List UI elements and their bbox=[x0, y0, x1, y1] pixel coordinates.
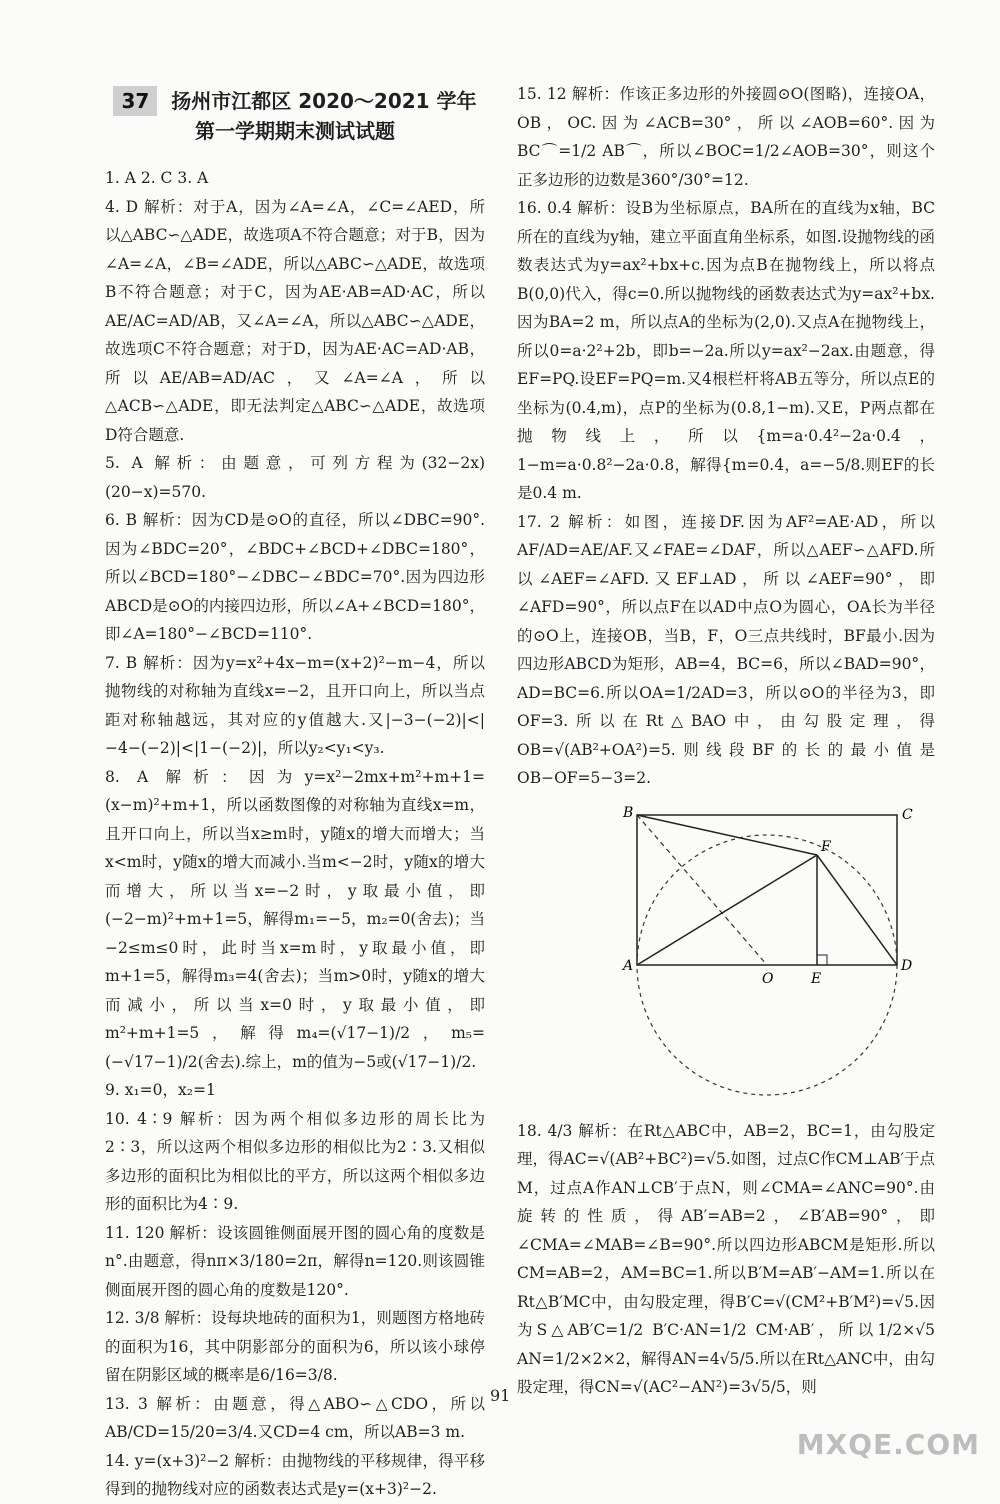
answer-item: 17. 2 解析：如图，连接DF.因为AF²=AE·AD，所以AF/AD=AE/AF.又∠FAE=∠DAF，所以△AEF∽△AFD.所以∠AEF=∠AFD.又EF⊥AD，所以∠AEF=90°，即∠AFD=90°，所以点F在以AD中点O为圆心，OA长为半径的⊙O上，连接OB，当B，F，O三点共线时，BF最小.因为四边形ABCD为矩形，AB=4，BC=6，所以∠BAD=90°，AD=BC=6.所以OA=1/2AD=3，所以⊙O的半径为3，即OF=3.所以在Rt△BAO中，由勾股定理，得OB=√(AB²+OA²)=5.则线段BF的长的最小值是OB−OF=5−3=2. bbox=[517, 512, 935, 787]
label-b: B bbox=[623, 804, 634, 821]
label-f: F bbox=[821, 838, 831, 855]
geometry-diagram bbox=[617, 805, 917, 1105]
answer-item: 6. B 解析：因为CD是⊙O的直径，所以∠DBC=90°.因为∠BDC=20°，∠BDC+∠BCD+∠DBC=180°，所以∠BCD=180°−∠DBC−∠BDC=70°.因为四边形ABCD是⊙O的内接四边形，所以∠A+∠BCD=180°，即∠A=180°−∠BCD=110°. bbox=[105, 511, 485, 643]
label-e: E bbox=[811, 970, 822, 987]
section-title-line2: 第一学期期末测试试题 bbox=[195, 119, 395, 143]
answer-item: 5. A 解析：由题意，可列方程为(32−2x)(20−x)=570. bbox=[105, 454, 485, 501]
answer-item: 18. 4/3 解析：在Rt△ABC中，AB=2，BC=1，由勾股定理，得AC=√(AB²+BC²)=√5.如图，过点C作CM⊥AB′于点M，过点A作AN⊥CB′于点N，则∠CMA=∠ANC=90°.由旋转的性质，得AB′=AB=2，∠B′AB=90°，即∠CMA=∠MAB=∠B=90°.所以四边形ABCM是矩形.所以CM=AB=2，AM=BC=1.所以B′M=AB′−AM=1.所以在Rt△B′MC中，由勾股定理，得B′C=√(CM²+B′M²)=√5.因为S△AB′C=1/2 B′C·AN=1/2 CM·AB′，所以1/2×√5 AN=1/2×2×2，解得AN=4√5/5.所以在Rt△ANC中，由勾股定理，得CN=√(AC²−AN²)=3√5/5，则 bbox=[517, 1121, 935, 1396]
right-angle-mark bbox=[817, 955, 827, 965]
answer-item: 11. 120 解析：设该圆锥侧面展开图的圆心角的度数是n°.由题意，得nπ×3/180=2π，解得n=120.则该圆锥侧面展开图的圆心角的度数是120°. bbox=[105, 1223, 485, 1299]
left-column bbox=[105, 80, 485, 1504]
section-number-badge: 37 bbox=[113, 86, 157, 116]
answer-item: 13. 3 解析：由题意，得△ABO∽△CDO，所以AB/CD=15/20=3/4.又CD=4 cm，所以AB=3 m. bbox=[105, 1394, 485, 1441]
section-header bbox=[105, 86, 485, 146]
answer-item: 1. A 2. C 3. A bbox=[105, 169, 209, 187]
label-c: C bbox=[902, 806, 913, 823]
watermark: MXQE.COM bbox=[796, 1428, 980, 1461]
label-a: A bbox=[623, 957, 634, 974]
answer-item: 9. x₁=0，x₂=1 bbox=[105, 1081, 216, 1099]
answer-item: 12. 3/8 解析：设每块地砖的面积为1，则题图方格地砖的面积为16，其中阴影部分的面积为6，所以该小球停留在阴影区域的概率是6/16=3/8. bbox=[105, 1309, 485, 1384]
line-bo bbox=[637, 815, 767, 965]
answer-item: 14. y=(x+3)²−2 解析：由抛物线的平移规律，得平移得到的抛物线对应的函数表达式是y=(x+3)²−2. bbox=[105, 1451, 485, 1498]
line-af bbox=[637, 855, 817, 965]
answer-item: 8. A 解析：因为y=x²−2mx+m²+m+1=(x−m)²+m+1，所以函数图像的对称轴为直线x=m，且开口向上，所以当x≥m时，y随x的增大而增大；当x<m时，y随x的增大而减小.当m<−2时，y随x的增大而增大，所以当x=−2时，y取最小值，即(−2−m)²+m+1=5，解得m₁=−5，m₂=0(舍去)；当−2≤m≤0时，此时当x=m时，y取最小值，即m+1=5，解得m₃=4(舍去)；当m>0时，y随x的增大而减小，所以当x=0时，y取最小值，即m²+m+1=5，解得m₄=(√17−1)/2，m₅=(−√17−1)/2(舍去).综上，m的值为−5或(√17−1)/2. bbox=[105, 767, 485, 1071]
answer-item: 15. 12 解析：作该正多边形的外接圆⊙O(图略)，连接OA，OB，OC.因为∠ACB=30°，所以∠AOB=60°.因为BC⌒=1/2 AB⌒，所以∠BOC=1/2∠AOB=30°，则这个正多边形的边数是360°/30°=12. bbox=[517, 85, 935, 189]
rectangle-abcd bbox=[637, 815, 897, 965]
answer-item: 4. D 解析：对于A，因为∠A=∠A，∠C=∠AED，所以△ABC∽△ADE，故选项A不符合题意；对于B，因为∠A=∠A，∠B=∠ADE，所以△ABC∽△ADE，故选项B不符合题意；对于C，因为AE·AB=AD·AC，所以AE/AC=AD/AB，又∠A=∠A，所以△ABC∽△ADE，故选项C不符合题意；对于D，因为AE·AC=AD·AB，所以AE/AB=AD/AC，又∠A=∠A，所以△ACB∽△ADE，即无法判定△ABC∽△ADE，故选项D符合题意. bbox=[105, 197, 485, 444]
answer-item: 16. 0.4 解析：设B为坐标原点，BA所在的直线为x轴，BC所在的直线为y轴，建立平面直角坐标系，如图.设抛物线的函数表达式为y=ax²+bx+c.因为点B在抛物线上，所以将点B(0,0)代入，得c=0.所以抛物线的函数表达式为y=ax²+bx.因为BA=2 m，所以点A的坐标为(2,0).又点A在抛物线上，所以0=a·2²+2b，即b=−2a.所以y=ax²−2ax.由题意，得EF=PQ.设EF=PQ=m.又4根栏杆将AB五等分，所以点E的坐标为(0.4,m)，点P的坐标为(0.8,1−m).又E，P两点都在抛物线上，所以{m=a·0.4²−2a·0.4，1−m=a·0.8²−2a·0.8，解得{m=0.4，a=−5/8.则EF的长是0.4 m. bbox=[517, 199, 935, 502]
answer-item: 10. 4∶9 解析：因为两个相似多边形的周长比为2∶3，所以这两个相似多边形的相似比为2∶3.又相似多边形的面积比为相似比的平方，所以这两个相似多边形的面积比为4∶9. bbox=[105, 1109, 485, 1213]
answer-item: 7. B 解析：因为y=x²+4x−m=(x+2)²−m−4，所以抛物线的对称轴为直线x=−2，且开口向上，所以当点距对称轴越远，其对应的y值越大.又|−3−(−2)|<|−4−(−2)|<|1−(−2)|，所以y₂<y₁<y₃. bbox=[105, 653, 485, 757]
geometry-figure bbox=[617, 805, 917, 1105]
page-number: 91 bbox=[490, 1386, 511, 1405]
section-title-line1: 扬州市江都区 2020～2021 学年 bbox=[171, 89, 477, 113]
line-bf bbox=[637, 815, 817, 855]
right-column bbox=[517, 80, 935, 1402]
label-d: D bbox=[901, 957, 913, 974]
line-fd bbox=[817, 855, 897, 965]
label-o: O bbox=[762, 970, 774, 987]
